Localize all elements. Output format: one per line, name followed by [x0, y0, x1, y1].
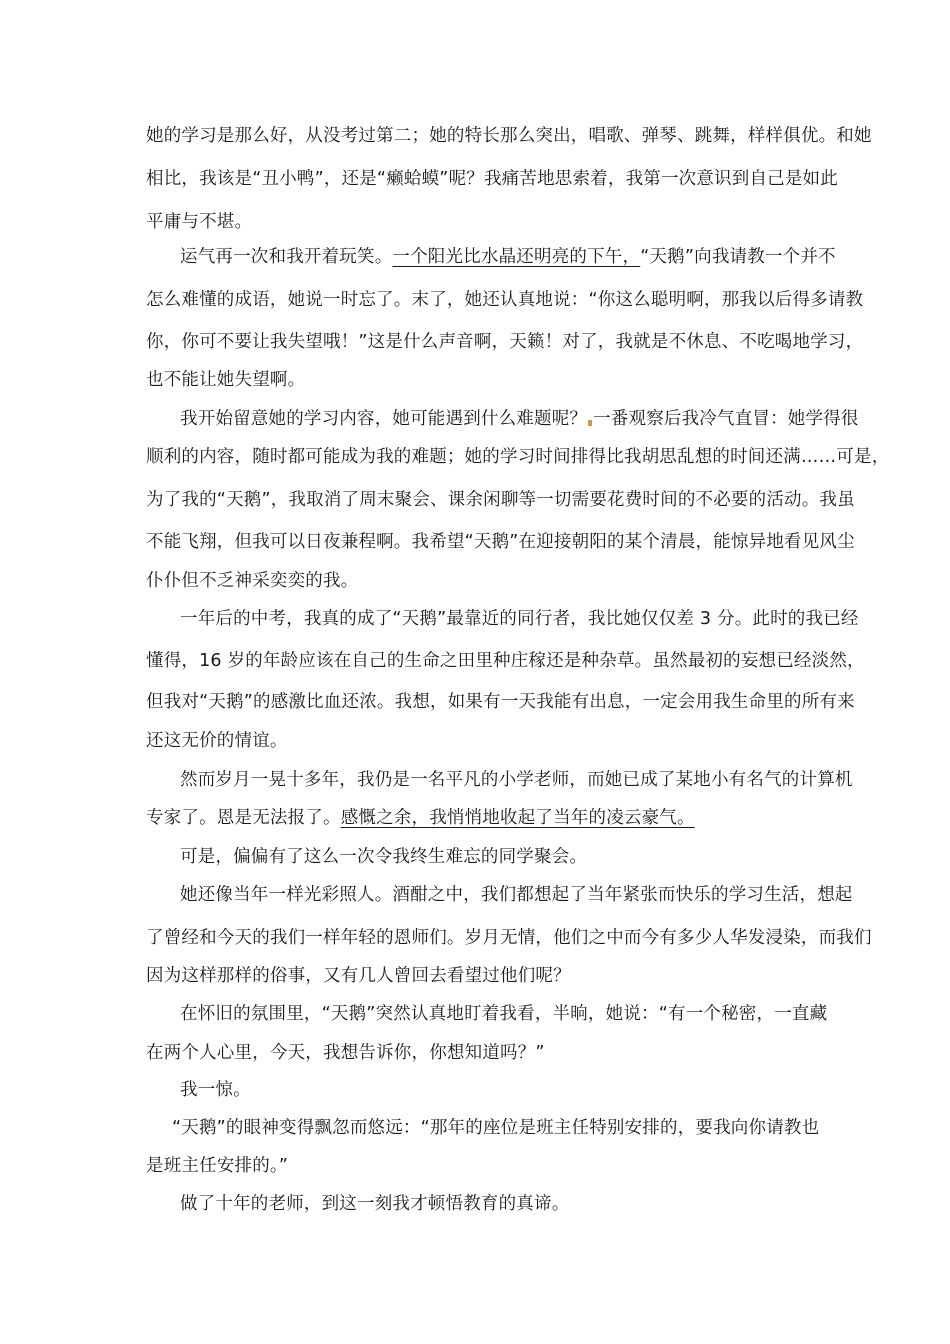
text-line: 我一惊。: [180, 1080, 251, 1100]
text-segment: 一番观察后我冷气直冒：她学得很: [593, 409, 859, 429]
text-line: 懂得，16 岁的年龄应该在自己的生命之田里种庄稼还是种杂草。虽然最初的妄想已经淡然，: [146, 651, 865, 671]
text-line: 还这无价的情谊。: [146, 731, 288, 751]
underlined-sentence: 一个阳光比水晶还明亮的下午，: [392, 247, 641, 267]
text-line: [146, 806, 695, 830]
text-line: 你，你可不要让我失望哦！”这是什么声音啊，天籁！对了，我就是不休息、不吃喝地学习，: [146, 332, 864, 352]
marker-icon: [588, 420, 592, 426]
text-line: 可是，偏偏有了这么一次令我终生难忘的同学聚会。: [180, 847, 588, 867]
text-line: 怎么难懂的成语，她说一时忘了。末了，她还认真地说：“你这么聪明啊，那我以后得多请教: [146, 290, 864, 310]
text-line: 为了我的“天鹅”，我取消了周末聚会、课余闲聊等一切需要花费时间的不必要的活动。我虽: [146, 490, 855, 510]
text-line: [180, 245, 836, 269]
text-line: 因为这样那样的俗事，又有几人曾回去看望过他们呢？: [146, 966, 571, 986]
text-line: 也不能让她失望啊。: [146, 370, 306, 390]
text-line: 她还像当年一样光彩照人。酒酣之中，我们都想起了当年紧张而快乐的学习生活，想起: [180, 885, 853, 905]
text-line: 顺利的内容，随时都可能成为我的难题；她的学习时间排得比我胡思乱想的时间还满……可是，: [146, 447, 890, 467]
underlined-sentence: 感慨之余，我悄悄地收起了当年的凌云豪气。: [340, 808, 695, 828]
text-line: 在两个人心里，今天，我想告诉你，你想知道吗？”: [146, 1043, 545, 1063]
text-line: 在怀旧的氛围里，“天鹅”突然认真地盯着我看，半晌，她说：“有一个秘密，一直藏: [180, 1004, 828, 1024]
text-line: 仆仆但不乏神采奕奕的我。: [146, 571, 359, 591]
text-segment: 我开始留意她的学习内容，她可能遇到什么难题呢？: [180, 409, 588, 429]
text-line: 了曾经和今天的我们一样年轻的恩师们。岁月无情，他们之中而今有多少人华发浸染，而我们: [146, 928, 872, 948]
text-line: 做了十年的老师，到这一刻我才顿悟教育的真谛。: [180, 1194, 570, 1214]
text-line: 不能飞翔，但我可以日夜兼程啊。我希望“天鹅”在迎接朝阳的某个清晨，能惊异地看见风尘: [146, 532, 855, 552]
text-line: [180, 407, 859, 431]
text-line: 然而岁月一晃十多年，我仍是一名平凡的小学老师，而她已成了某地小有名气的计算机: [180, 770, 853, 790]
text-line: 她的学习是那么好，从没考过第二；她的特长那么突出，唱歌、弹琴、跳舞，样样俱优。和她: [146, 126, 872, 146]
text-segment: 专家了。恩是无法报了。: [146, 808, 341, 828]
text-line: 但我对“天鹅”的感激比血还浓。我想，如果有一天我能有出息，一定会用我生命里的所有来: [146, 692, 855, 712]
text-line: “天鹅”的眼神变得飘忽而悠远：“那年的座位是班主任特别安排的，要我向你请教也: [172, 1118, 820, 1138]
text-line: 是班主任安排的。”: [146, 1156, 289, 1176]
text-segment: 运气再一次和我开着玩笑。: [180, 247, 393, 267]
text-line: 相比，我该是“丑小鸭”，还是“癞蛤蟆”呢？我痛苦地思索着，我第一次意识到自己是如此: [146, 169, 838, 189]
text-line: 一年后的中考，我真的成了“天鹅”最靠近的同行者，我比她仅仅差 3 分。此时的我已经: [180, 609, 859, 629]
text-line: 平庸与不堪。: [146, 212, 253, 232]
text-segment: “天鹅”向我请教一个并不: [640, 247, 836, 267]
